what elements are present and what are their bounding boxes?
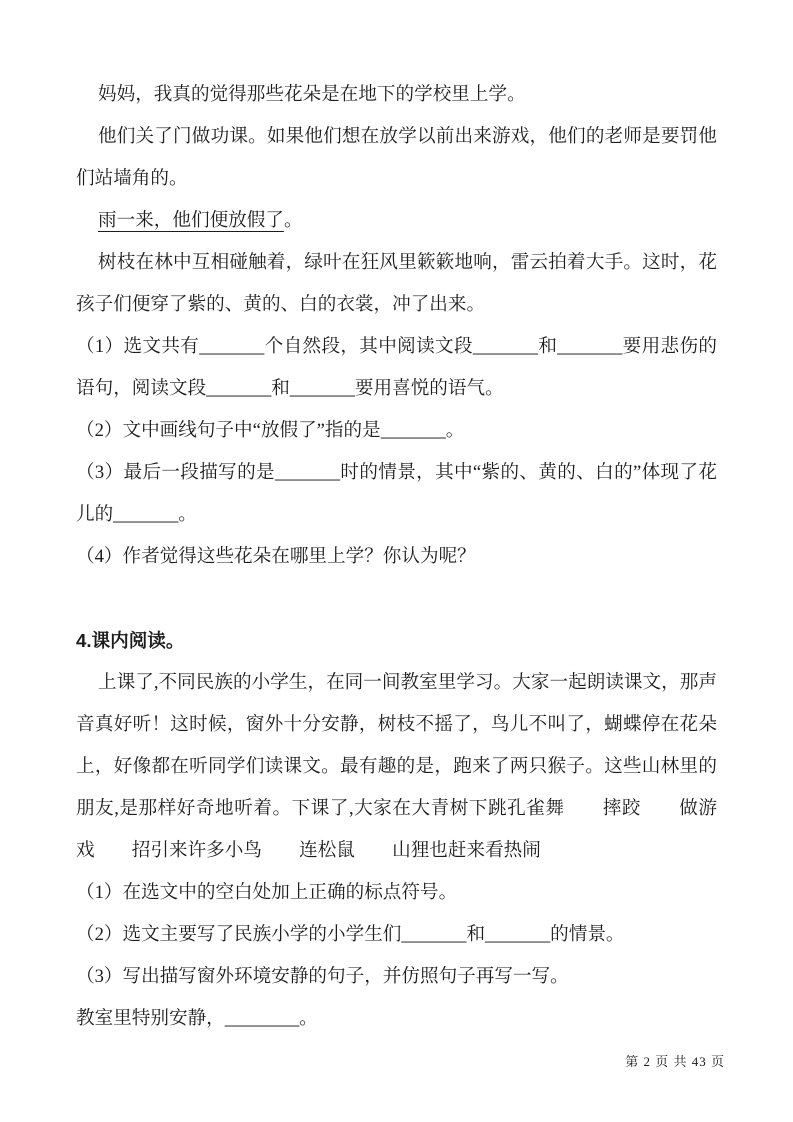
passage-paragraph-4: 树枝在林中互相碰触着，绿叶在狂风里簌簌地响，雷云拍着大手。这时，花孩子们便穿了紫的、黄的、白的衣裳，冲了出来。 <box>76 252 717 315</box>
page-number-footer: 第 2 页 共 43 页 <box>625 1054 725 1069</box>
question-4-open-answer: （4）作者觉得这些花朵在哪里上学？你认为呢？ <box>76 546 476 567</box>
reading-exercise-flower-school <box>76 74 717 578</box>
reading-exercise-4-in-class <box>76 620 717 1040</box>
question-3-copy-sentence: （3）写出描写窗外环境安静的句子，并仿照句子再写一写。 <box>76 966 569 987</box>
question-2-fill-blank: （2）文中画线句子中“放假了”指的是_______。 <box>76 420 465 441</box>
section-4-heading: 4.课内阅读。 <box>76 630 185 651</box>
answer-line-fill-blank: 教室里特别安静，________。 <box>76 1008 318 1029</box>
passage-paragraph-2: 他们关了门做功课。如果他们想在放学以前出来游戏，他们的老师是要罚他们站墙角的。 <box>76 126 717 189</box>
passage-paragraph-underlined <box>76 200 717 242</box>
question-1-fill-blank: （1）选文共有_______个自然段，其中阅读文段_______和_______要用悲伤的语句，阅读文段_______和_______要用喜悦的语气。 <box>76 336 717 399</box>
sentence-period: 。 <box>283 210 303 231</box>
passage-paragraph-1: 妈妈，我真的觉得那些花朵是在地下的学校里上学。 <box>98 84 526 105</box>
page-content <box>76 74 717 1040</box>
question-3-fill-blank: （3）最后一段描写的是_______时的情景，其中“紫的、黄的、白的”体现了花儿的_______。 <box>76 462 717 525</box>
passage-paragraph: 上课了,不同民族的小学生，在同一间教室里学习。大家一起朗读课文，那声音真好听！这时候，窗外十分安静，树枝不摇了，鸟儿不叫了，蝴蝶停在花朵上，好像都在听同学们读课文。最有趣的是，跑来了两只猴子。这些山林里的朋友,是那样好奇地听着。下课了,大家在大青树下跳孔雀舞 摔跤 做游戏 招引来许多小鸟 连松鼠 山狸也赶来看热闹 <box>76 672 717 861</box>
underlined-sentence: 雨一来，他们便放假了 <box>98 210 284 231</box>
question-2-fill-blank: （2）选文主要写了民族小学的小学生们_______和_______的情景。 <box>76 924 625 945</box>
question-1-punctuation: （1）在选文中的空白处加上正确的标点符号。 <box>76 882 458 903</box>
